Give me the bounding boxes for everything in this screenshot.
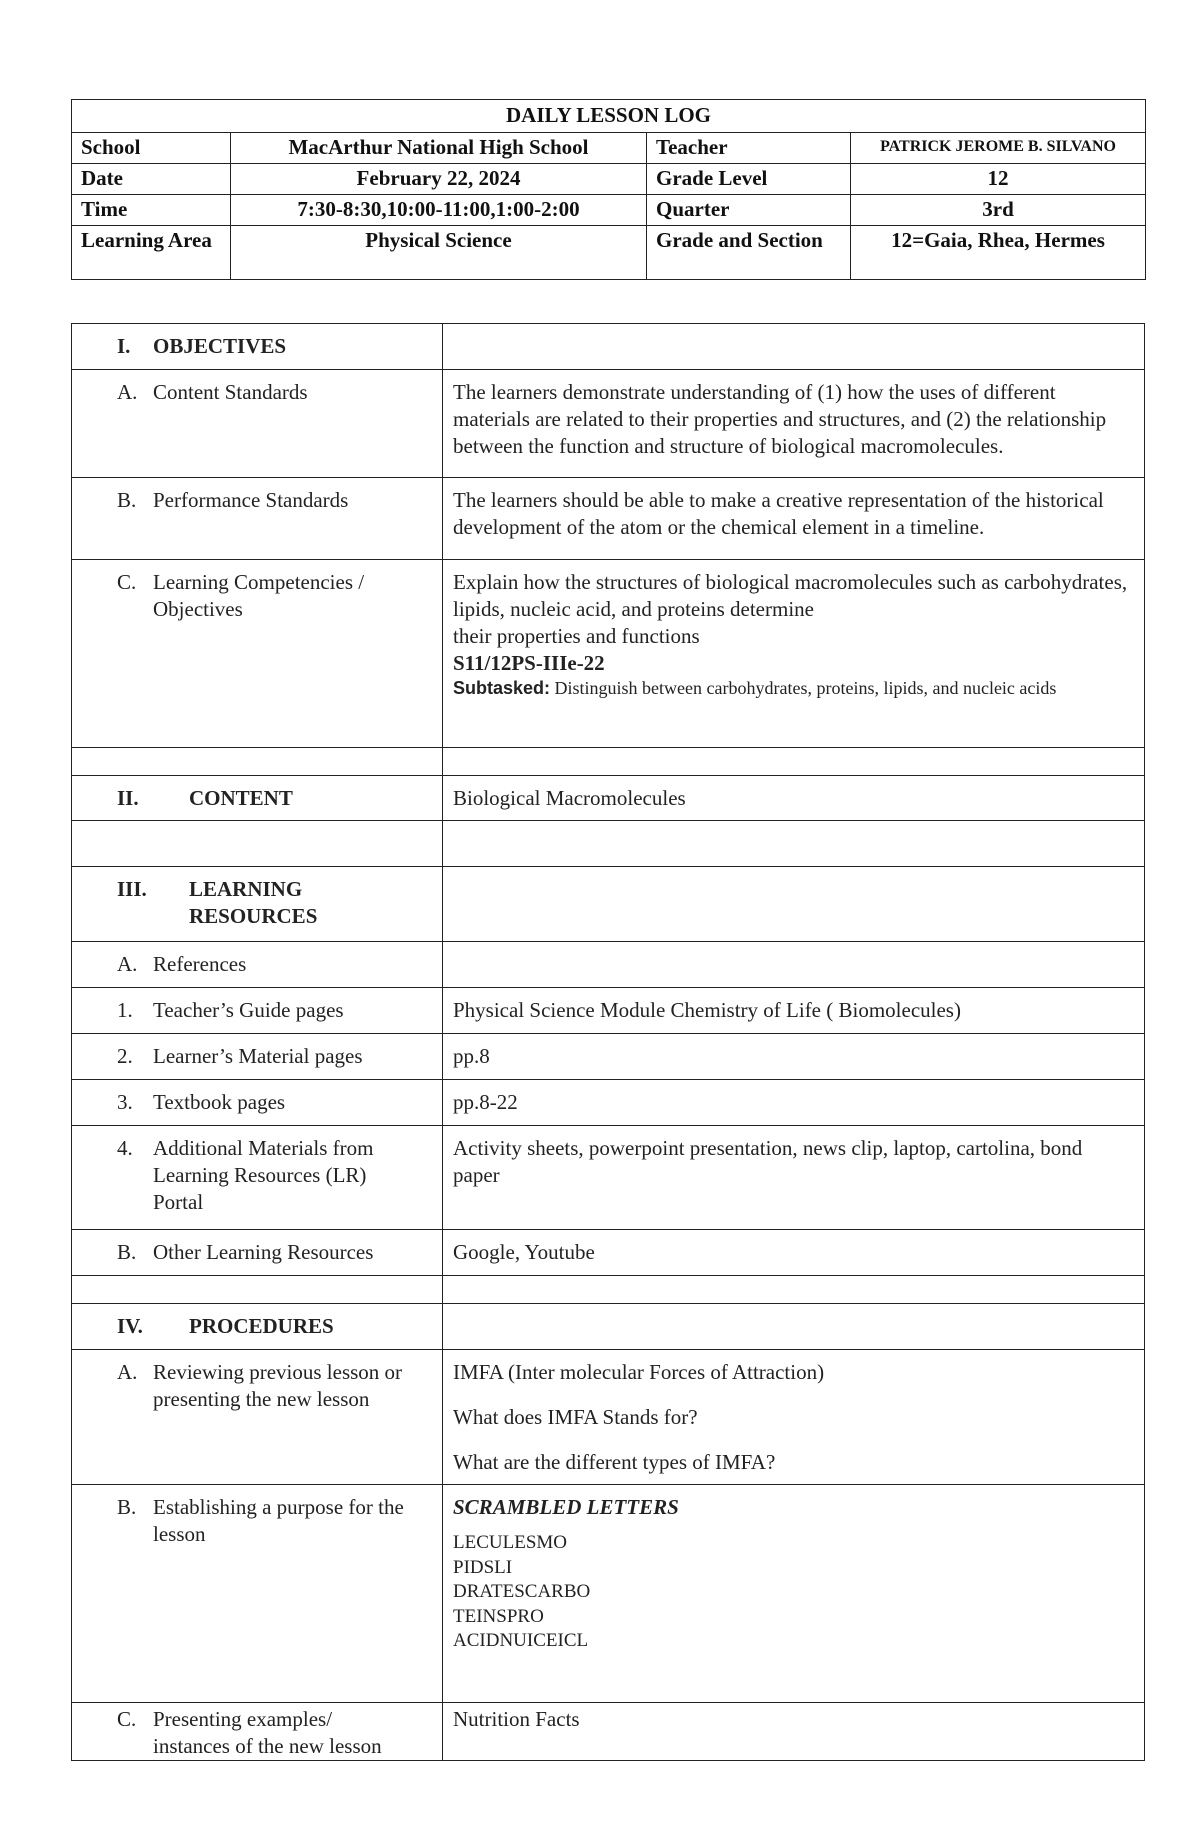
review-line-3: What are the different types of IMFA? bbox=[453, 1450, 776, 1474]
purpose-label: Establishing a purpose for the lesson bbox=[153, 1495, 404, 1546]
grade-level-value: 12 bbox=[851, 164, 1146, 195]
procedures-section-row bbox=[72, 1304, 1145, 1350]
resource-item-marker: 3. bbox=[117, 1090, 133, 1114]
school-label: School bbox=[72, 133, 231, 164]
competency-line-2: lipids, nucleic acid, and proteins determine bbox=[453, 597, 814, 621]
competency-code: S11/12PS-IIIe-22 bbox=[453, 651, 605, 675]
scrambled-heading: SCRAMBLED LETTERS bbox=[453, 1495, 679, 1519]
school-value: MacArthur National High School bbox=[231, 133, 647, 164]
examples-marker: C. bbox=[117, 1707, 137, 1731]
learning-area-value: Physical Science bbox=[231, 226, 647, 280]
references-row bbox=[72, 942, 1145, 988]
purpose-row bbox=[72, 1485, 1145, 1703]
teacher-label: Teacher bbox=[647, 133, 851, 164]
competencies-marker: C. bbox=[117, 570, 137, 594]
lesson-log-header-table bbox=[71, 99, 1146, 280]
resource-item-value: Physical Science Module Chemistry of Life ( Biomolecules) bbox=[443, 988, 1145, 1034]
performance-standards-text: The learners should be able to make a creative representation of the historical development of the atom or the chemical element in a timeline. bbox=[443, 478, 1145, 560]
scrambled-word: ACIDNUICEICL bbox=[453, 1630, 589, 1651]
resource-item-marker: 1. bbox=[117, 998, 133, 1022]
performance-standards-marker: B. bbox=[117, 488, 137, 512]
content-text: Biological Macromolecules bbox=[443, 776, 1145, 821]
references-marker: A. bbox=[117, 952, 138, 976]
teacher-value: PATRICK JEROME B. SILVANO bbox=[851, 133, 1146, 164]
other-resources-marker: B. bbox=[117, 1240, 137, 1264]
scrambled-word: LECULESMO bbox=[453, 1532, 567, 1553]
scrambled-word: TEINSPRO bbox=[453, 1605, 544, 1627]
resource-item-label: Teacher’s Guide pages bbox=[153, 998, 344, 1022]
review-marker: A. bbox=[117, 1360, 138, 1384]
resource-item-row bbox=[72, 1080, 1145, 1126]
time-value: 7:30-8:30,10:00-11:00,1:00-2:00 bbox=[231, 195, 647, 226]
content-title: CONTENT bbox=[189, 786, 293, 810]
content-standards-text: The learners demonstrate understanding of (1) how the uses of different materials are related to their properties and structures, and (2) the relationship between the function and structure of biological macromolecules. bbox=[443, 370, 1145, 478]
resource-item-value: pp.8 bbox=[443, 1034, 1145, 1080]
resources-empty-cell bbox=[443, 867, 1145, 942]
content-standards-row bbox=[72, 370, 1145, 478]
resource-item-marker: 2. bbox=[117, 1044, 133, 1068]
procedures-number: IV. bbox=[117, 1314, 143, 1338]
examples-row bbox=[72, 1703, 1145, 1761]
purpose-marker: B. bbox=[117, 1495, 137, 1519]
date-label: Date bbox=[72, 164, 231, 195]
time-label: Time bbox=[72, 195, 231, 226]
spacer-row bbox=[72, 821, 1145, 867]
grade-level-label: Grade Level bbox=[647, 164, 851, 195]
other-resources-row bbox=[72, 1230, 1145, 1276]
performance-standards-row bbox=[72, 478, 1145, 560]
resource-item-value: pp.8-22 bbox=[443, 1080, 1145, 1126]
spacer-row bbox=[72, 1276, 1145, 1304]
learning-area-label: Learning Area bbox=[72, 226, 231, 280]
content-section-row bbox=[72, 776, 1145, 821]
examples-label: Presenting examples/ instances of the new lesson bbox=[153, 1707, 382, 1758]
date-value: February 22, 2024 bbox=[231, 164, 647, 195]
content-standards-marker: A. bbox=[117, 380, 138, 404]
document-title: DAILY LESSON LOG bbox=[72, 100, 1146, 133]
resource-item-label: Learner’s Material pages bbox=[153, 1044, 363, 1068]
performance-standards-label: Performance Standards bbox=[153, 488, 349, 512]
resource-item-row bbox=[72, 1126, 1145, 1230]
resource-item-row bbox=[72, 1034, 1145, 1080]
review-line-2: What does IMFA Stands for? bbox=[453, 1405, 698, 1429]
subtask-label: Subtasked: bbox=[453, 678, 551, 698]
objectives-number: I. bbox=[117, 334, 131, 358]
content-standards-label: Content Standards bbox=[153, 380, 308, 404]
competencies-label: Learning Competencies / Objectives bbox=[153, 570, 365, 621]
lesson-plan-table bbox=[71, 323, 1145, 1761]
objectives-title: OBJECTIVES bbox=[153, 334, 287, 358]
references-empty-cell bbox=[443, 942, 1145, 988]
quarter-label: Quarter bbox=[647, 195, 851, 226]
procedures-empty-cell bbox=[443, 1304, 1145, 1350]
references-label: References bbox=[153, 952, 247, 976]
competency-line-1: Explain how the structures of biological macromolecules such as carbohydrates, bbox=[453, 570, 1128, 594]
competencies-row bbox=[72, 560, 1145, 748]
resources-number: III. bbox=[117, 877, 147, 901]
scrambled-word: PIDSLI bbox=[453, 1556, 513, 1578]
review-row bbox=[72, 1350, 1145, 1485]
content-number: II. bbox=[117, 786, 139, 810]
objectives-section-row bbox=[72, 324, 1145, 370]
scrambled-word: DRATESCARBO bbox=[453, 1581, 591, 1602]
review-label: Reviewing previous lesson or presenting the new lesson bbox=[153, 1360, 403, 1411]
subtask-text: Distinguish between carbohydrates, proteins, lipids, and nucleic acids bbox=[554, 678, 1057, 698]
other-resources-value: Google, Youtube bbox=[443, 1230, 1145, 1276]
resource-item-value: Activity sheets, powerpoint presentation, news clip, laptop, cartolina, bond paper bbox=[443, 1126, 1145, 1230]
resources-title: LEARNING RESOURCES bbox=[189, 877, 318, 928]
spacer-row bbox=[72, 748, 1145, 776]
resource-item-label: Textbook pages bbox=[153, 1090, 286, 1114]
review-line-1: IMFA (Inter molecular Forces of Attraction) bbox=[453, 1360, 825, 1384]
grade-section-value: 12=Gaia, Rhea, Hermes bbox=[851, 226, 1146, 280]
procedures-title: PROCEDURES bbox=[189, 1314, 334, 1338]
resource-item-label: Additional Materials from Learning Resources (LR) Portal bbox=[153, 1136, 374, 1214]
competency-line-3: their properties and functions bbox=[453, 624, 700, 648]
examples-text: Nutrition Facts bbox=[443, 1703, 1145, 1761]
resources-section-row bbox=[72, 867, 1145, 942]
resource-item-row bbox=[72, 988, 1145, 1034]
grade-section-label: Grade and Section bbox=[647, 226, 851, 280]
other-resources-label: Other Learning Resources bbox=[153, 1240, 374, 1264]
quarter-value: 3rd bbox=[851, 195, 1146, 226]
resource-item-marker: 4. bbox=[117, 1136, 133, 1160]
objectives-empty-cell bbox=[443, 324, 1145, 370]
